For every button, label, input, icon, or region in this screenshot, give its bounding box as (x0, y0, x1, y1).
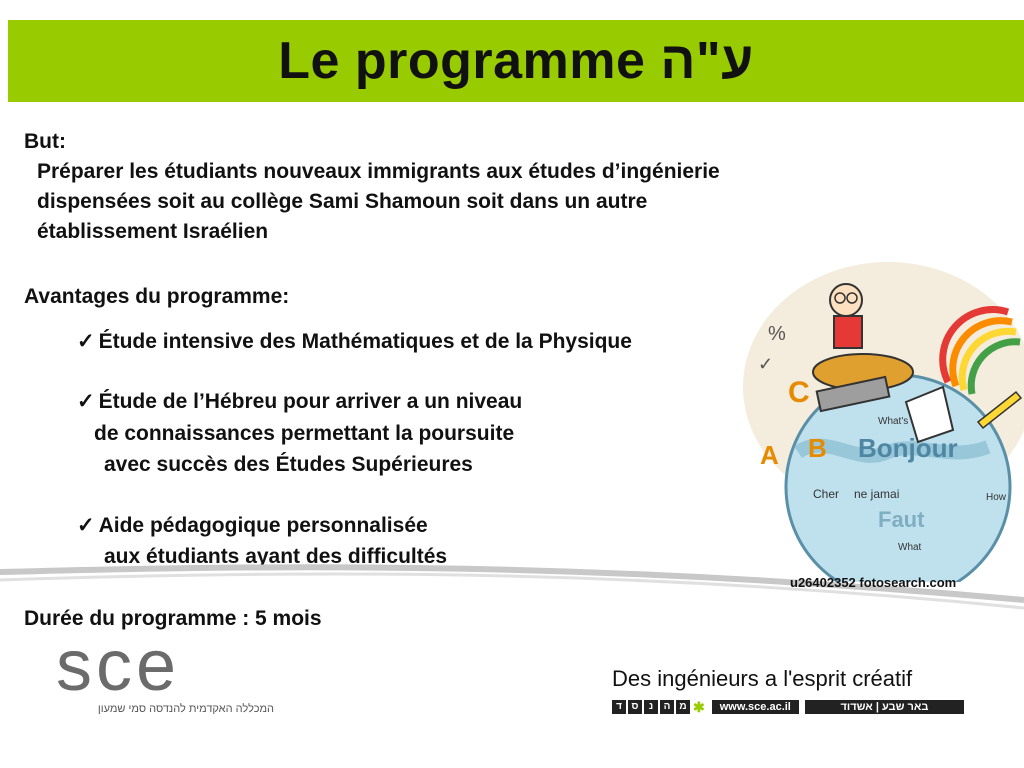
checkmark-icon: ✓ (77, 330, 95, 353)
footer-bar (612, 700, 964, 714)
avantage-item-2-text-1: Étude de l’Hébreu pour arriver a un niveau (98, 390, 523, 413)
sce-logo-text: sce (56, 640, 181, 698)
globe-word-what: What (898, 542, 922, 553)
footer-letter: ס (628, 700, 642, 714)
svg-text:✓: ✓ (758, 354, 774, 374)
sce-logo-subtitle: המכללה האקדמית להנדסה סמי שמעון (97, 703, 274, 715)
avantage-item-1 (77, 326, 632, 357)
footer-letter: ה (660, 700, 674, 714)
but-heading: But: (24, 130, 66, 153)
letter-c: C (788, 376, 810, 409)
letter-b: B (808, 433, 827, 463)
slide-title: Le programme ע"ה (278, 32, 754, 90)
but-line-3: établissement Israélien (37, 220, 269, 243)
sce-logo (56, 640, 276, 703)
footer-letter: מ (676, 700, 690, 714)
svg-text:%: % (768, 323, 786, 345)
but-line-1: Préparer les étudiants nouveaux immigrants aux études d’ingénierie (37, 160, 720, 183)
globe-word-faut: Faut (878, 507, 925, 532)
globe-word-whats: What's (878, 416, 909, 427)
tagline: Des ingénieurs a l'esprit créatif (612, 666, 913, 691)
title-bar (8, 20, 1024, 102)
avantages-heading: Avantages du programme: (24, 285, 290, 308)
avantage-item-2-text-2: de connaissances permettant la poursuite (94, 422, 515, 445)
checkmark-icon: ✓ (77, 514, 95, 537)
avantage-item-3 (77, 510, 428, 541)
checkmark-icon: ✓ (77, 390, 95, 413)
avantage-item-2-text-3: avec succès des Études Supérieures (104, 453, 473, 476)
image-credit: u26402352 fotosearch.com (790, 575, 957, 590)
star-icon: ✱ (693, 698, 705, 715)
footer-letter-cells (612, 700, 690, 714)
avantage-item-3-text-2: aux étudiants ayant des difficultés (104, 545, 448, 568)
but-line-2: dispensées soit au collège Sami Shamoun soit dans un autre (37, 190, 648, 213)
footer-url[interactable]: www.sce.ac.il (712, 700, 799, 714)
avantage-item-3-text-1: Aide pédagogique personnalisée (98, 514, 428, 537)
avantage-item-1-text: Étude intensive des Mathématiques et de la Physique (98, 330, 632, 353)
duree-text: Durée du programme : 5 mois (24, 607, 322, 630)
globe-word-cher: Cher (813, 487, 840, 501)
footer-letter: ד (612, 700, 626, 714)
globe-word-bonjour: Bonjour (858, 433, 958, 463)
footer-cities: באר שבע | אשדוד (805, 700, 964, 714)
footer-letter: נ (644, 700, 658, 714)
letter-a: A (760, 440, 779, 470)
avantage-item-2 (77, 386, 522, 417)
sce-logo-mark (56, 640, 276, 698)
globe-illustration (738, 252, 1024, 582)
globe-word-nejamai: ne jamai (854, 487, 900, 501)
globe-word-how: How (986, 492, 1007, 503)
